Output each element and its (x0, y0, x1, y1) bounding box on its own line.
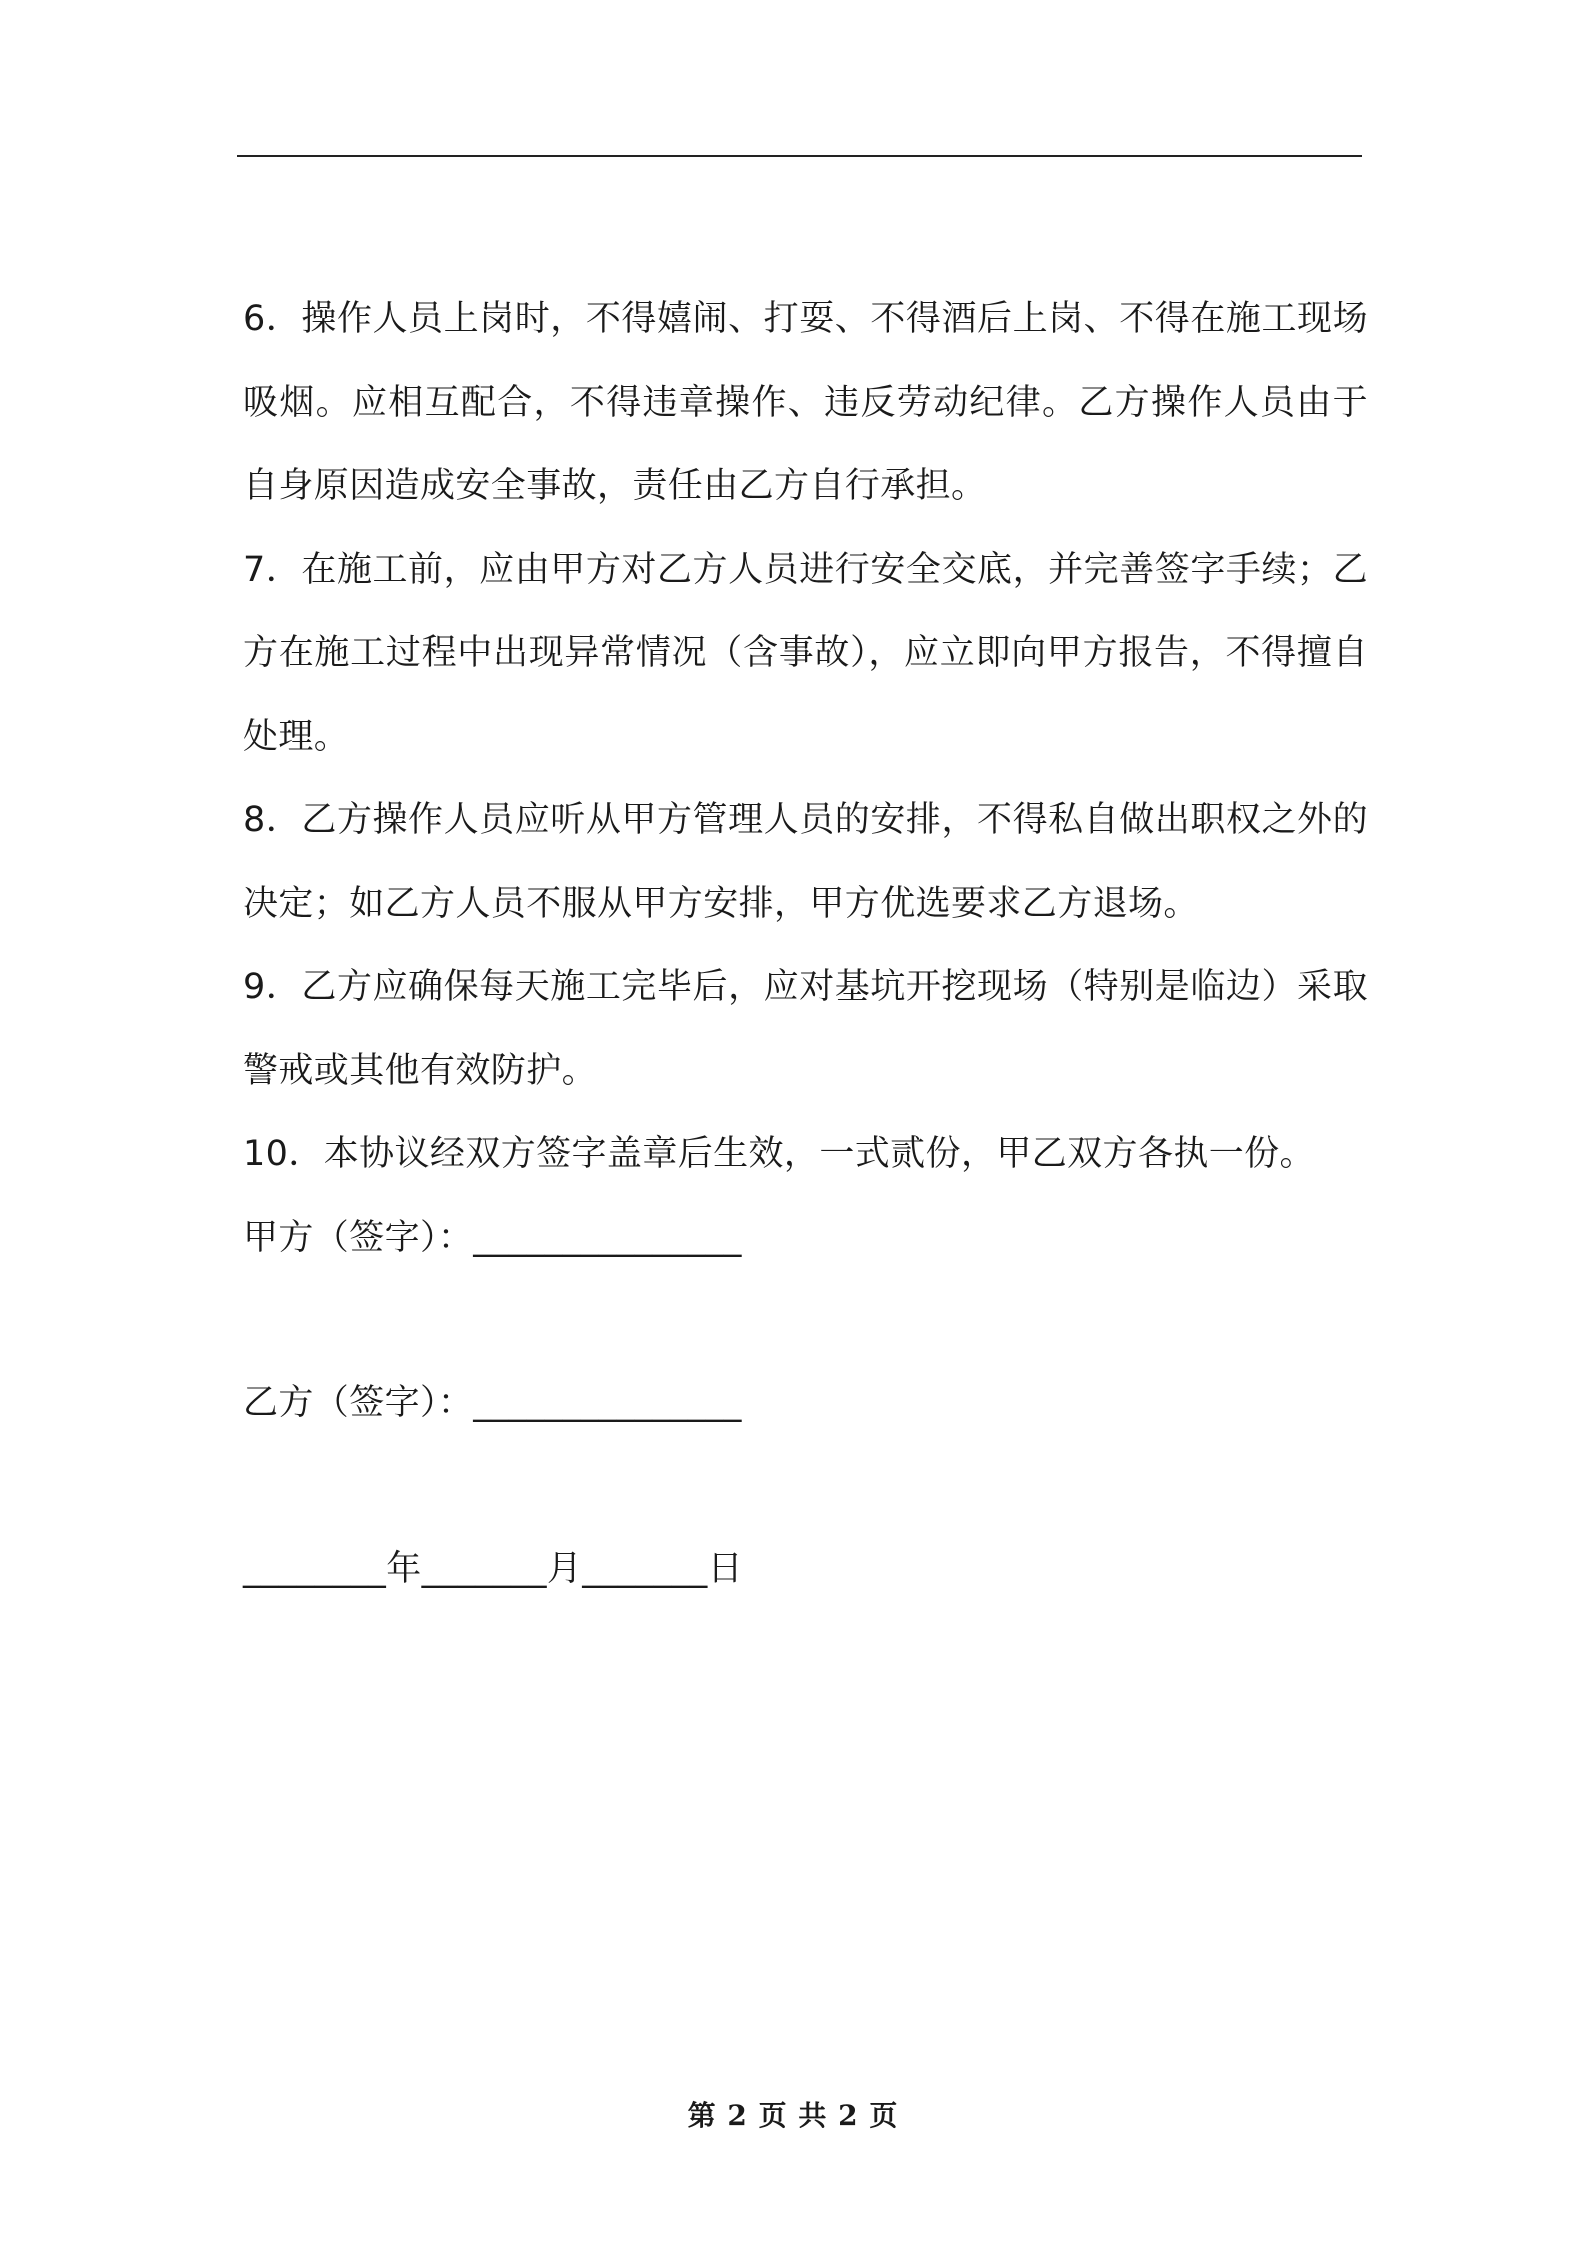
document-body (243, 278, 1368, 1611)
date-line: ________年_______月_______日 (243, 1548, 744, 1589)
clause-8: 8．乙方操作人员应听从甲方管理人员的安排，不得私自做出职权之外的决定；如乙方人员不服从甲方安排，甲方优选要求乙方退场。 (243, 800, 1368, 924)
clause-7: 7．在施工前，应由甲方对乙方人员进行安全交底，并完善签字手续；乙方在施工过程中出现异常情况（含事故），应立即向甲方报告，不得擅自处理。 (243, 549, 1368, 757)
clause-9: 9．乙方应确保每天施工完毕后，应对基坑开挖现场（特别是临边）采取警戒或其他有效防护。 (243, 967, 1368, 1091)
clause-6: 6．操作人员上岗时，不得嬉闹、打耍、不得酒后上岗、不得在施工现场吸烟。应相互配合，不得违章操作、违反劳动纪律。乙方操作人员由于自身原因造成安全事故，责任由乙方自行承担。 (243, 299, 1368, 506)
page-number: 第 2 页 共 2 页 (687, 2099, 899, 2132)
header-rule (237, 155, 1362, 157)
party-b-signature-line: 乙方（签字）：_______________ (243, 1383, 742, 1423)
party-a-signature-line: 甲方（签字）：_______________ (243, 1217, 742, 1258)
clause-10: 10．本协议经双方签字盖章后生效，一式贰份，甲乙双方各执一份。 (243, 1134, 1315, 1174)
